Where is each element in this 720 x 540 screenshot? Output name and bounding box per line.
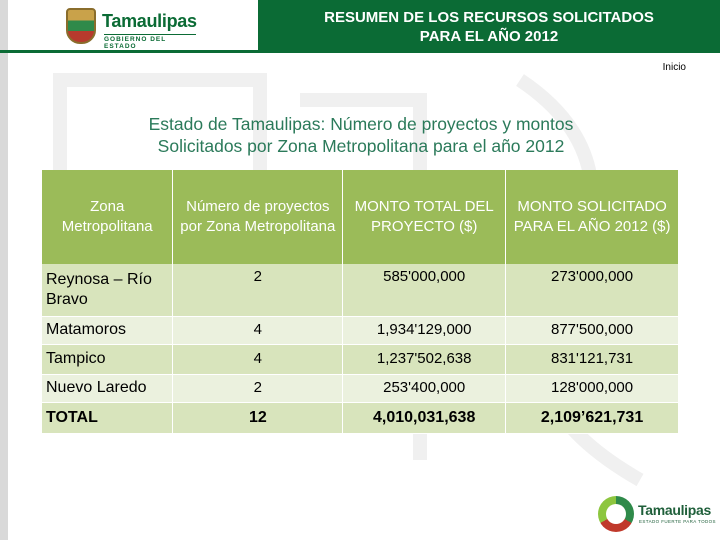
cell-proyectos: 2 [173, 374, 343, 402]
tamaulipas-footer-logo [598, 496, 716, 532]
logo-subtitle: GOBIERNO DEL ESTADO [104, 34, 196, 50]
caption-line2: Solicitados por Zona Metropolitana para el año 2012 [157, 136, 565, 156]
table-row [42, 316, 679, 344]
cell-total-monto-solicitado: 2,109’621,731 [506, 402, 679, 433]
header-divider [0, 50, 720, 53]
coat-of-arms-icon [66, 8, 96, 44]
cell-proyectos: 4 [173, 344, 343, 374]
inicio-link[interactable]: Inicio [662, 62, 686, 73]
cell-monto-total: 585'000,000 [343, 264, 506, 316]
cell-total-proyectos: 12 [173, 402, 343, 433]
cell-proyectos: 2 [173, 264, 343, 316]
cell-monto-solicitado: 831'121,731 [506, 344, 679, 374]
footer-logo-slogan: ESTADO FUERTE PARA TODOS [639, 519, 716, 524]
tamaulipas-emblem-icon [598, 496, 634, 532]
header-monto-solicitado: MONTO SOLICITADO PARA EL AÑO 2012 ($) [506, 170, 679, 264]
cell-total-label: TOTAL [42, 402, 173, 433]
page-title-line2: PARA EL AÑO 2012 [419, 28, 559, 45]
cell-total-monto-total: 4,010,031,638 [343, 402, 506, 433]
caption-line1: Estado de Tamaulipas: Número de proyectos y montos [148, 114, 574, 134]
page-title-line1: RESUMEN DE LOS RECURSOS SOLICITADOS [324, 9, 654, 26]
table-caption [0, 113, 720, 157]
cell-zona: Tampico [42, 344, 173, 374]
table-total-row [42, 402, 679, 433]
cell-zona: Nuevo Laredo [42, 374, 173, 402]
cell-monto-solicitado: 273'000,000 [506, 264, 679, 316]
cell-monto-total: 1,934'129,000 [343, 316, 506, 344]
table-row [42, 264, 679, 316]
cell-zona: Reynosa – Río Bravo [42, 264, 173, 316]
table-header-row [42, 170, 679, 264]
cell-monto-total: 253'400,000 [343, 374, 506, 402]
footer-logo-name: Tamaulipas [638, 502, 711, 518]
cell-monto-solicitado: 877'500,000 [506, 316, 679, 344]
tamaulipas-logo [66, 8, 197, 50]
cell-monto-total: 1,237'502,638 [343, 344, 506, 374]
page-title [258, 8, 720, 46]
header-proyectos: Número de proyectos por Zona Metropolitana [173, 170, 343, 264]
cell-zona: Matamoros [42, 316, 173, 344]
cell-proyectos: 4 [173, 316, 343, 344]
header-zona: Zona Metropolitana [42, 170, 173, 264]
projects-table [42, 170, 679, 434]
table-row [42, 344, 679, 374]
table-row [42, 374, 679, 402]
header-monto-total: MONTO TOTAL DEL PROYECTO ($) [343, 170, 506, 264]
cell-monto-solicitado: 128'000,000 [506, 374, 679, 402]
left-edge-strip [0, 0, 8, 540]
logo-name: Tamaulipas [102, 11, 197, 31]
